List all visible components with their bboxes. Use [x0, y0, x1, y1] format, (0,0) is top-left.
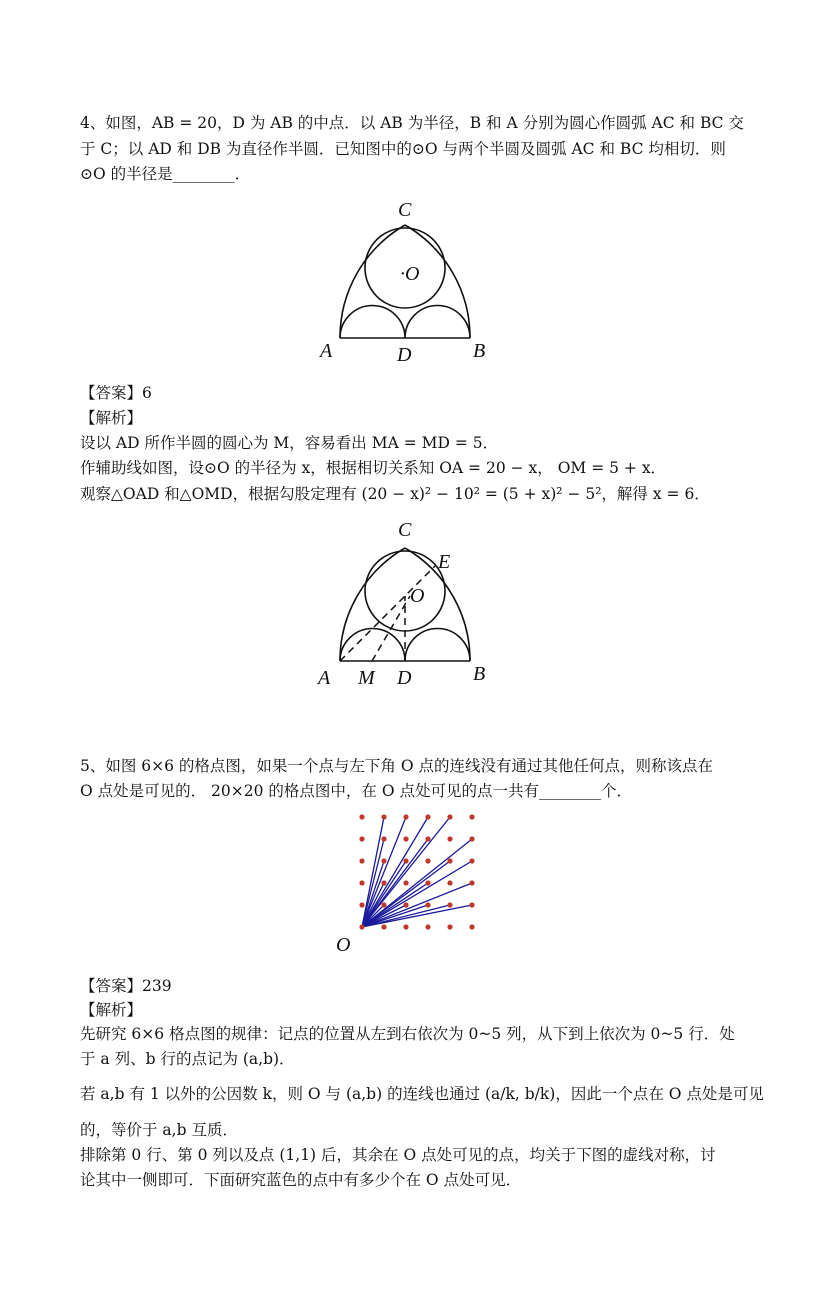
lattice-point — [447, 880, 452, 885]
lattice-point — [359, 880, 364, 885]
lattice-point — [469, 814, 474, 819]
lattice-point — [403, 902, 408, 907]
lattice-point — [425, 814, 430, 819]
lattice-point — [381, 880, 386, 885]
q4-line-3: ⊙O 的半径是________． — [80, 165, 251, 183]
lattice-point — [447, 814, 452, 819]
lattice-point — [359, 836, 364, 841]
lattice-point — [469, 924, 474, 929]
lattice-point — [403, 880, 408, 885]
lattice-point — [469, 836, 474, 841]
q5-analysis-1: 先研究 6×6 格点图的规律：记点的位置从左到右依次为 0~5 列，从下到上依次为 0~5 行．处 — [80, 1025, 735, 1043]
fig2-label-m: M — [358, 667, 375, 689]
fig1-label-o: ·O — [400, 263, 420, 285]
q5-analysis-4: 的，等价于 a,b 互质． — [80, 1121, 238, 1139]
q4-analysis-1: 设以 AD 所作半圆的圆心为 M，容易看出 MA = MD = 5． — [80, 434, 499, 452]
lattice-point — [381, 836, 386, 841]
lattice-point — [359, 858, 364, 863]
lattice-point — [447, 902, 452, 907]
q4-line-1: 4、如图，AB = 20，D 为 AB 的中点．以 AB 为半径，B 和 A 分别为圆心作圆弧 AC 和 BC 交 — [80, 114, 744, 132]
fig2-label-a: A — [318, 667, 331, 689]
q5-analysis-5: 排除第 0 行、第 0 列以及点 (1,1) 后，其余在 O 点处可见的点，均关于下图的虚线对称，讨 — [80, 1146, 716, 1164]
lattice-point — [403, 924, 408, 929]
q5-grid-figure — [330, 805, 500, 965]
q4-analysis-title: 【解析】 — [80, 409, 143, 427]
lattice-point — [425, 836, 430, 841]
lattice-point — [359, 924, 364, 929]
lattice-point — [425, 924, 430, 929]
fig2-label-b: B — [473, 663, 486, 685]
lattice-point — [403, 858, 408, 863]
lattice-point — [469, 858, 474, 863]
grid-label-o: O — [336, 934, 351, 956]
fig1-label-c: C — [398, 199, 412, 221]
lattice-point — [425, 858, 430, 863]
lattice-point — [359, 814, 364, 819]
q5-analysis-6: 论其中一侧即可．下面研究蓝色的点中有多少个在 O 点处可见． — [80, 1171, 522, 1189]
q4-line-2: 于 C；以 AD 和 DB 为直径作半圆．已知图中的⊙O 与两个半圆及圆弧 AC 和 BC 均相切．则 — [80, 140, 726, 158]
q5-analysis-2: 于 a 列、b 行的点记为 (a,b)． — [80, 1050, 295, 1068]
lattice-point — [381, 902, 386, 907]
lattice-point — [425, 880, 430, 885]
lattice-point — [447, 924, 452, 929]
q4-figure-1 — [300, 195, 520, 370]
fig1-label-d: D — [397, 344, 412, 366]
lattice-point — [381, 814, 386, 819]
lattice-point — [359, 902, 364, 907]
q5-analysis-title: 【解析】 — [80, 1001, 143, 1019]
fig2-label-e: E — [438, 551, 451, 573]
fig2-label-o: O — [410, 585, 425, 607]
fig2-label-d: D — [397, 667, 412, 689]
lattice-point — [381, 858, 386, 863]
q4-answer: 【答案】6 — [80, 384, 152, 402]
fig2-label-c: C — [398, 519, 412, 541]
fig1-label-b: B — [473, 340, 486, 362]
q5-answer: 【答案】239 — [80, 977, 172, 995]
q5-line-1: 5、如图 6×6 的格点图，如果一个点与左下角 O 点的连线没有通过其他任何点，则称该点在 — [80, 757, 713, 775]
lattice-point — [447, 836, 452, 841]
lattice-point — [403, 814, 408, 819]
q5-line-2: O 点处是可见的． 20×20 的格点图中，在 O 点处可见的点一共有________个． — [80, 782, 632, 800]
lattice-point — [425, 902, 430, 907]
q4-analysis-3: 观察△OAD 和△OMD，根据勾股定理有 (20 − x)² − 10² = (5 + x)² − 5²，解得 x = 6． — [80, 485, 710, 503]
fig1-label-a: A — [320, 340, 333, 362]
q5-analysis-3: 若 a,b 有 1 以外的公因数 k，则 O 与 (a,b) 的连线也通过 (a/k, b/k)，因此一个点在 O 点处是可见 — [80, 1085, 764, 1103]
q4-analysis-2: 作辅助线如图，设⊙O 的半径为 x，根据相切关系知 OA = 20 − x， OM = 5 + x． — [80, 459, 667, 477]
lattice-point — [469, 880, 474, 885]
lattice-point — [469, 902, 474, 907]
lattice-point — [403, 836, 408, 841]
lattice-point — [447, 858, 452, 863]
lattice-point — [381, 924, 386, 929]
q4-figure-2 — [300, 518, 520, 693]
